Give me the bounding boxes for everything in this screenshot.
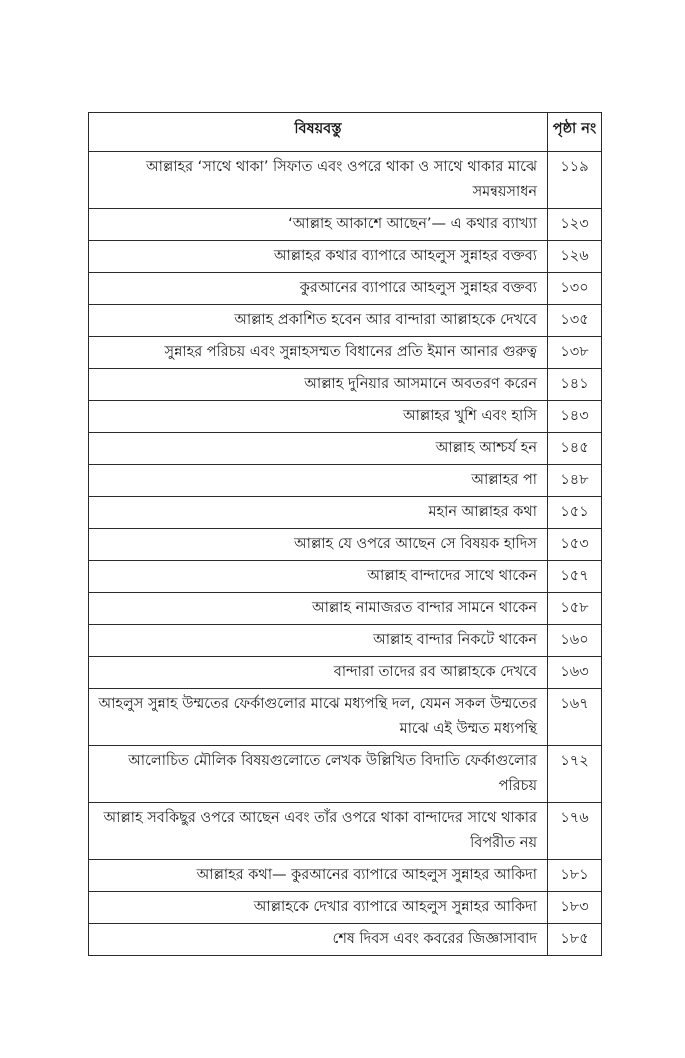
toc-row <box>89 369 602 401</box>
toc-topic: মহান আল্লাহর কথা <box>89 497 548 529</box>
topic-column-header: বিষয়বস্তু <box>89 113 548 152</box>
toc-page-number: ১৭৬ <box>548 803 602 860</box>
toc-page-number: ১৬৩ <box>548 657 602 689</box>
toc-row <box>89 152 602 209</box>
toc-topic: আল্লাহর কথার ব্যাপারে আহলুস সুন্নাহর বক্তব্য <box>89 241 548 273</box>
toc-topic: সুন্নাহর পরিচয় এবং সুন্নাহসম্মত বিধানের প্রতি ইমান আনার গুরুত্ব <box>89 337 548 369</box>
toc-row <box>89 209 602 241</box>
toc-page-number: ১৬৭ <box>548 689 602 746</box>
toc-topic: আহলুস সুন্নাহ উম্মতের ফের্কাগুলোর মাঝে মধ্যপন্থি দল, যেমন সকল উম্মতের মাঝে এই উম্মত মধ্যপন্থি <box>89 689 548 746</box>
toc-page-number: ১৫৮ <box>548 593 602 625</box>
toc-topic: আল্লাহ আশ্চর্য হন <box>89 433 548 465</box>
toc-topic: শেষ দিবস এবং কবরের জিজ্ঞাসাবাদ <box>89 924 548 956</box>
toc-topic: কুরআনের ব্যাপারে আহলুস সুন্নাহর বক্তব্য <box>89 273 548 305</box>
toc-page-number: ১৪৮ <box>548 465 602 497</box>
toc-row <box>89 529 602 561</box>
toc-topic: আল্লাহ যে ওপরে আছেন সে বিষয়ক হাদিস <box>89 529 548 561</box>
toc-row <box>89 924 602 956</box>
toc-row <box>89 401 602 433</box>
toc-row <box>89 625 602 657</box>
toc-page-number: ১৩০ <box>548 273 602 305</box>
toc-page-number: ১৭২ <box>548 746 602 803</box>
toc-row <box>89 241 602 273</box>
table-of-contents <box>88 112 601 956</box>
toc-row <box>89 689 602 746</box>
toc-topic: আল্লাহ বান্দার নিকটে থাকেন <box>89 625 548 657</box>
toc-page-number: ১৫৩ <box>548 529 602 561</box>
toc-page-number: ১৬০ <box>548 625 602 657</box>
toc-row <box>89 465 602 497</box>
toc-row <box>89 593 602 625</box>
toc-page-number: ১৪৫ <box>548 433 602 465</box>
toc-page-number: ১৫১ <box>548 497 602 529</box>
toc-topic: আলোচিত মৌলিক বিষয়গুলোতে লেখক উল্লিখিত বিদাতি ফের্কাগুলোর পরিচয় <box>89 746 548 803</box>
page-column-header: পৃষ্ঠা নং <box>548 113 602 152</box>
toc-table <box>88 112 602 956</box>
toc-row <box>89 657 602 689</box>
toc-row <box>89 337 602 369</box>
toc-topic: আল্লাহর ‘সাথে থাকা’ সিফাত এবং ওপরে থাকা ও সাথে থাকার মাঝে সমন্বয়সাধন <box>89 152 548 209</box>
toc-page-number: ১৩৫ <box>548 305 602 337</box>
toc-row <box>89 305 602 337</box>
toc-page-number: ১৮১ <box>548 860 602 892</box>
toc-page-number: ১৩৮ <box>548 337 602 369</box>
toc-page-number: ১২৩ <box>548 209 602 241</box>
toc-row <box>89 803 602 860</box>
toc-topic: ‘আল্লাহ আকাশে আছেন’— এ কথার ব্যাখ্যা <box>89 209 548 241</box>
toc-page-number: ১৪৩ <box>548 401 602 433</box>
toc-topic: আল্লাহ সবকিছুর ওপরে আছেন এবং তাঁর ওপরে থাকা বান্দাদের সাথে থাকার বিপরীত নয় <box>89 803 548 860</box>
toc-topic: আল্লাহকে দেখার ব্যাপারে আহলুস সুন্নাহর আকিদা <box>89 892 548 924</box>
toc-topic: আল্লাহ দুনিয়ার আসমানে অবতরণ করেন <box>89 369 548 401</box>
toc-row <box>89 273 602 305</box>
toc-row <box>89 892 602 924</box>
toc-page-number: ১৮৫ <box>548 924 602 956</box>
toc-topic: বান্দারা তাদের রব আল্লাহকে দেখবে <box>89 657 548 689</box>
toc-topic: আল্লাহ নামাজরত বান্দার সামনে থাকেন <box>89 593 548 625</box>
toc-topic: আল্লাহর পা <box>89 465 548 497</box>
toc-row <box>89 561 602 593</box>
toc-topic: আল্লাহর খুশি এবং হাসি <box>89 401 548 433</box>
toc-page-number: ১৫৭ <box>548 561 602 593</box>
toc-page-number: ১১৯ <box>548 152 602 209</box>
toc-topic: আল্লাহ বান্দাদের সাথে থাকেন <box>89 561 548 593</box>
toc-header-row <box>89 113 602 152</box>
toc-row <box>89 746 602 803</box>
toc-page-number: ১৪১ <box>548 369 602 401</box>
toc-page-number: ১২৬ <box>548 241 602 273</box>
toc-topic: আল্লাহ প্রকাশিত হবেন আর বান্দারা আল্লাহকে দেখবে <box>89 305 548 337</box>
toc-row <box>89 860 602 892</box>
toc-row <box>89 497 602 529</box>
toc-topic: আল্লাহর কথা— কুরআনের ব্যাপারে আহলুস সুন্নাহর আকিদা <box>89 860 548 892</box>
toc-row <box>89 433 602 465</box>
toc-page-number: ১৮৩ <box>548 892 602 924</box>
